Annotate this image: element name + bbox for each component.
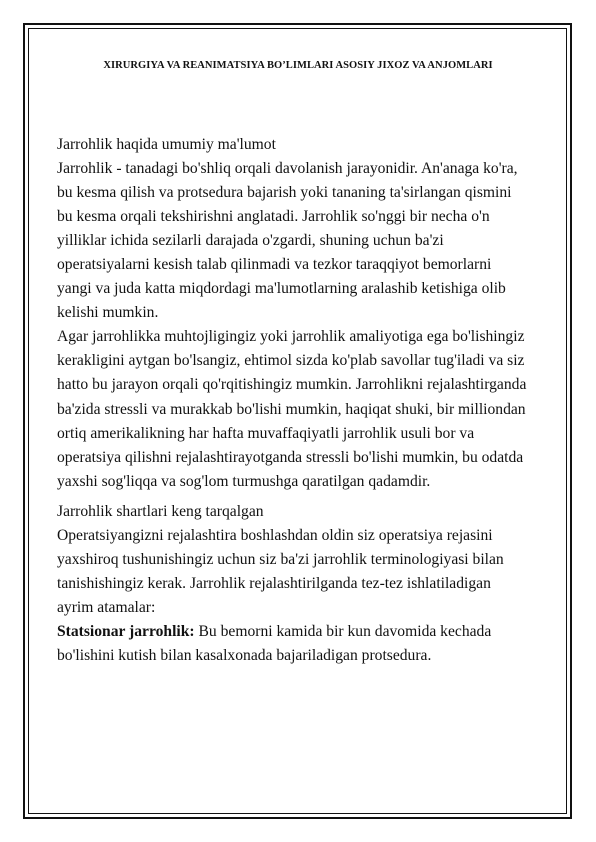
section-heading: Jarrohlik shartlari keng tarqalgan	[57, 502, 264, 520]
text-line: operatsiyalarni kesish talab qilinmadi va tezkor taraqqiyot bemorlarni	[57, 256, 492, 274]
text-line: kerakligini aytgan bo'lsangiz, ehtimol sizda ko'plab savollar tug'iladi va siz	[57, 352, 525, 370]
text-line: ayrim atamalar:	[57, 598, 156, 616]
term-label: Statsionar jarrohlik:	[57, 622, 195, 640]
text-line: yilliklar ichida sezilarli darajada o'zgardi, shuning uchun ba'zi	[57, 232, 444, 250]
text-line: yaxshi sog'liqqa va sog'lom turmushga qaratilgan qadamdir.	[57, 472, 431, 490]
paragraph	[57, 524, 547, 620]
text-line: bo'lishini kutish bilan kasalxonada bajariladigan protsedura.	[57, 646, 432, 664]
text-line: Agar jarrohlikka muhtojligingiz yoki jarrohlik amaliyotiga ega bo'lishingiz	[57, 328, 525, 346]
text-line: tanishishingiz kerak. Jarrohlik rejalashtirilganda tez-tez ishlatiladigan	[57, 574, 491, 592]
term-definition-text: Bu bemorni kamida bir kun davomida kechada	[194, 622, 492, 640]
text-line: yaxshiroq tushunishingiz uchun siz ba'zi jarrohlik terminologiyasi bilan	[57, 550, 504, 568]
text-line: Jarrohlik - tanadagi bo'shliq orqali davolanish jarayonidir. An'anaga ko'ra,	[57, 160, 518, 178]
text-line: bu kesma orqali tekshirishni anglatadi. Jarrohlik so'nggi bir necha o'n	[57, 208, 490, 226]
document-title: XIRURGIYA VA REANIMATSIYA BO’LIMLARI ASOSIY JIXOZ VA ANJOMLARI	[103, 60, 493, 71]
text-line: kelishi mumkin.	[57, 304, 159, 322]
text-line: operatsiya qilishni rejalashtirayotganda stressli bo'lishi mumkin, bu odatda	[57, 448, 524, 466]
paragraph	[57, 157, 547, 325]
paragraph	[57, 325, 547, 493]
document-body	[57, 133, 547, 668]
section-heading: Jarrohlik haqida umumiy ma'lumot	[57, 136, 276, 153]
text-line	[57, 620, 547, 644]
text-line: ba'zida stressli va murakkab bo'lishi mumkin, haqiqat shuki, bir milliondan	[57, 400, 526, 418]
text-line: hatto bu jarayon orqali qo'rqitishingiz mumkin. Jarrohlikni rejalashtirganda	[57, 376, 527, 394]
text-line: ortiq amerikalikning har hafta muvaffaqiyatli jarrohlik usuli bor va	[57, 424, 475, 442]
term-definition	[57, 620, 547, 668]
text-line: bu kesma qilish va protsedura bajarish yoki tananing ta'sirlangan qismini	[57, 184, 512, 202]
text-line: Operatsiyangizni rejalashtira boshlashdan oldin siz operatsiya rejasini	[57, 526, 493, 544]
text-line: yangi va juda katta miqdordagi ma'lumotlarning aralashib ketishiga olib	[57, 280, 506, 298]
